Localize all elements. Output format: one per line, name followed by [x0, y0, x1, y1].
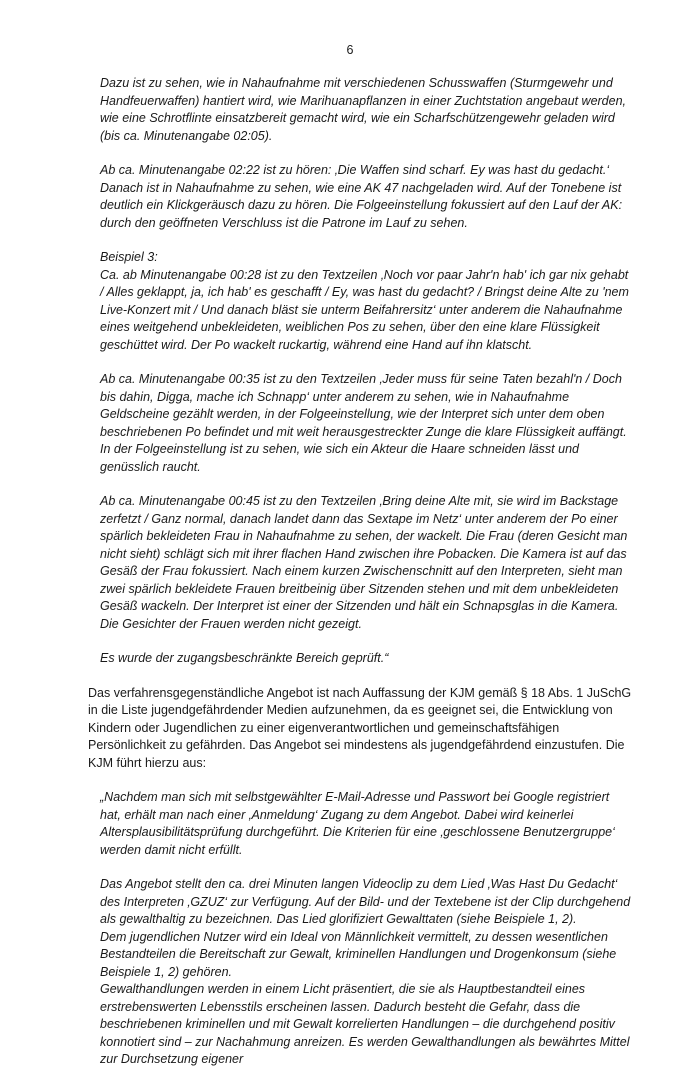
- quote-paragraph: Es wurde der zugangsbeschränkte Bereich geprüft.“: [100, 651, 389, 665]
- quote-block-kjm: [100, 789, 633, 1069]
- quote-paragraph: Ab ca. Minutenangabe 00:35 ist zu den Textzeilen ‚Jeder muss für seine Taten bezahl'n / Doch bis dahin, Digga, mache ich Schnapp‘ unter anderem zu sehen, wie in Nahaufnahme Geldscheine gezählt werden, in der Folgeeinstellung, wie der Interpret sich unter dem oben beschriebenen Po befindet und mit weit herausgestreckter Zunge die klare Flüssigkeit auffängt. In der Folgeeinstellung ist zu sehen, wie sich ein Akteur die Haare schneiden lässt und genüsslich raucht.: [100, 372, 627, 474]
- quote-paragraph: Ab ca. Minutenangabe 00:45 ist zu den Textzeilen ‚Bring deine Alte mit, sie wird im Backstage zerfetzt / Ganz normal, danach landet dann das Sextape im Netz‘ unter anderem der Po einer spärlich bekleideten Frau in Nahaufnahme zu sehen, der wackelt. Die Frau (deren Gesicht man nicht sieht) schlägt sich mit ihrer flachen Hand zwischen ihre Pobacken. Die Kamera ist auf das Gesäß der Frau fokussiert. Nach einem kurzen Zwischenschnitt auf den Interpreten, sieht man zwei spärlich bekleidete Frauen breitbeinig über Sitzenden stehen und mit dem unbekleideten Gesäß wackeln. Der Interpret ist einer der Sitzenden und hält ein Schnapsglas in die Kamera. Die Gesichter der Frauen werden nicht gezeigt.: [100, 494, 628, 631]
- quote-paragraph: Gewalthandlungen werden in einem Licht präsentiert, die sie als Hauptbestandteil eines erstrebenswerten Lebensstils erscheinen lassen. Dadurch besteht die Gefahr, dass die beschriebenen kriminellen und mit Gewalt korrelierten Handlungen – die durchgehend positiv konnotiert sind – zur Nachahmung anreizen. Es werden Gewalthandlungen als bewährtes Mittel zur Durchsetzung eigener: [100, 982, 630, 1066]
- quote-paragraph: Dem jugendlichen Nutzer wird ein Ideal von Männlichkeit vermittelt, zu dessen wesentlichen Bestandteilen die Bereitschaft zur Gewalt, kriminellen Handlungen und Drogenkonsum (siehe Beispiele 1, 2) gehören.: [100, 929, 617, 979]
- page-number: 6: [346, 43, 354, 57]
- quote-paragraph: Ca. ab Minutenangabe 00:28 ist zu den Textzeilen ‚Noch vor paar Jahr'n hab' ich gar nix gehabt / Alles geklappt, ja, ich hab' es geschafft / Ey, was hast du gedacht? / Bringst deine Alte zu 'nem Live-Konzert mit / Und danach bläst sie unterm Beifahrersitz‘ unter anderem die Nahaufnahme eines weitgehend unbekleideten, weiblichen Pos zu sehen, über den eine klare Flüssigkeit geschüttet wird. Der Po wackelt ruckartig, während eine Hand auf ihn klatscht.: [100, 267, 629, 352]
- quote-paragraph: Das Angebot stellt den ca. drei Minuten langen Videoclip zu dem Lied ‚Was Hast Du Gedacht‘ des Interpreten ‚GZUZ‘ zur Verfügung. Auf der Bild- und der Textebene ist der Clip durchgehend als gewalthaltig zu bezeichnen. Das Lied glorifiziert Gewalttaten (siehe Beispiele 1, 2).: [100, 877, 631, 926]
- body-paragraph: Das verfahrensgegenständliche Angebot ist nach Auffassung der KJM gemäß § 18 Abs. 1 JuSchG in die Liste jugendgefährdender Medien aufzunehmen, da es geeignet sei, die Entwicklung von Kindern oder Jugendlichen zu einer eigenverantwortlichen und gemeinschaftsfähigen Persönlichkeit zu gefährden. Das Angebot sei mindestens als jugendgefährdend einzustufen. Die KJM führt hierzu aus:: [88, 685, 632, 770]
- quote-paragraph: „Nachdem man sich mit selbstgewählter E-Mail-Adresse und Passwort bei Google registriert hat, erhält man nach einer ‚Anmeldung‘ Zugang zu dem Angebot. Dabei wird keinerlei Altersplausibilitätsprüfung durchgeführt. Die Kriterien für eine ‚geschlossene Benutzergruppe‘ werden damit nicht erfüllt.: [100, 790, 615, 857]
- page-content: [88, 75, 633, 1069]
- quote-paragraph: Dazu ist zu sehen, wie in Nahaufnahme mit verschiedenen Schusswaffen (Sturmgewehr und Handfeuerwaffen) hantiert wird, wie Marihuanapflanzen in einer Zuchtstation angebaut werden, wie eine Schrotflinte einsatzbereit gemacht wird, wie ein Scharfschützengewehr geladen wird (bis ca. Minutenangabe 02:05).: [100, 76, 627, 143]
- quote-block-examples: [100, 75, 633, 668]
- quote-paragraph: Ab ca. Minutenangabe 02:22 ist zu hören: ‚Die Waffen sind scharf. Ey was hast du gedacht.‘ Danach ist in Nahaufnahme zu sehen, wie eine AK 47 nachgeladen wird. Auf der Tonebene ist deutlich ein Klickgeräusch dazu zu hören. Die Folgeeinstellung fokussiert auf den Lauf der AK: durch den geöffneten Verschluss ist die Patrone im Lauf zu sehen.: [100, 163, 623, 230]
- example-heading: Beispiel 3:: [100, 250, 158, 264]
